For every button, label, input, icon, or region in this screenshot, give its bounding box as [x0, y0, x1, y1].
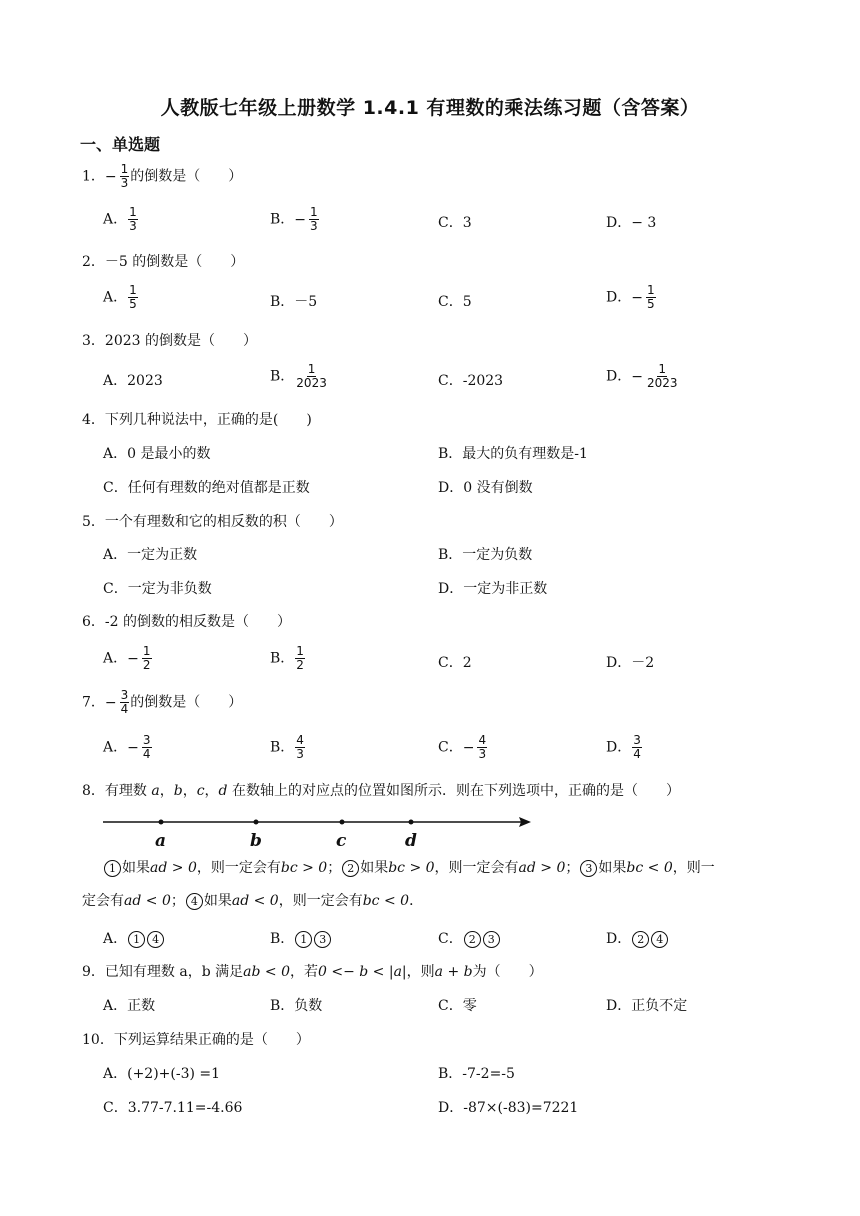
section-heading: 一、单选题	[80, 135, 161, 154]
question-9-option-d: D．正负不定	[606, 998, 688, 1014]
question-2-option-a: A． $\frac{1}{5}$	[103, 283, 137, 311]
question-10-option-c: C．3.77-7.11=-4.66	[103, 1100, 243, 1116]
question-10-option-b: B．-7-2=-5	[438, 1066, 515, 1082]
question-8-option-d: D． 2 4	[606, 928, 669, 948]
question-6-option-c: C．2	[438, 655, 472, 671]
question-5-stem: 5．一个有理数和它的相反数的积（ ）	[82, 514, 343, 530]
question-2-option-d: D．− $\frac{1}{5}$	[606, 283, 655, 311]
question-10-stem: 10．下列运算结果正确的是（ ）	[82, 1032, 310, 1048]
question-3-option-a: A．2023	[103, 373, 163, 389]
question-4-stem: 4．下列几种说法中，正确的是( )	[82, 412, 312, 428]
question-2-stem: 2．－5 的倒数是（ ）	[82, 254, 245, 270]
question-4-option-b: B．最大的负有理数是-1	[438, 446, 588, 462]
question-8-stem: 8．有理数 a，b，c，d 在数轴上的对应点的位置如图所示．则在下列选项中，正确的是（ ）	[82, 783, 680, 799]
point-b-dot	[254, 820, 259, 825]
question-8-option-b: B． 1 3	[270, 928, 332, 948]
question-1-option-d: D．− 3	[606, 215, 657, 231]
document-title: 人教版七年级上册数学 1.4.1 有理数的乘法练习题（含答案）	[160, 97, 700, 119]
question-4-option-d: D．0 没有倒数	[438, 480, 533, 496]
question-5-option-d: D．一定为非正数	[438, 581, 548, 597]
question-7-option-c: C．− $\frac{4}{3}$	[438, 733, 487, 761]
question-8-option-c: C． 2 3	[438, 928, 501, 948]
question-4-option-a: A．0 是最小的数	[103, 446, 211, 462]
question-9-option-a: A．正数	[103, 998, 156, 1014]
point-a-dot	[159, 820, 164, 825]
point-c-dot	[340, 820, 345, 825]
question-6-option-a: A．− $\frac{1}{2}$	[103, 644, 151, 672]
question-4-option-c: C．任何有理数的绝对值都是正数	[103, 480, 310, 496]
question-6-option-b: B． $\frac{1}{2}$	[270, 644, 304, 672]
question-6-stem: 6．-2 的倒数的相反数是（ ）	[82, 614, 291, 630]
question-5-option-b: B．一定为负数	[438, 547, 533, 563]
question-8-statements-line1: 1 如果ad > 0，则一定会有bc > 0； 2 如果bc > 0，则一定会有ad > 0； 3 如果bc < 0，则一	[103, 852, 783, 885]
point-d-dot	[409, 820, 414, 825]
question-1-option-b: B．− $\frac{1}{3}$	[270, 205, 318, 233]
number-line-figure	[103, 810, 533, 852]
question-2-option-c: C．5	[438, 294, 472, 310]
point-b-label: b	[250, 831, 262, 851]
question-9-option-b: B．负数	[270, 998, 323, 1014]
question-1-stem: 1．− $\frac{1}{3}$ 的倒数是（ ）	[82, 162, 243, 190]
question-1-option-a: A． $\frac{1}{3}$	[103, 205, 137, 233]
question-3-option-b: B． $\frac{1}{2023}$	[270, 362, 327, 390]
question-9-stem: 9．已知有理数 a，b 满足ab < 0，若0 <− b < |a|，则a + b为（ ）	[82, 964, 543, 980]
point-c-label: c	[336, 831, 347, 851]
question-2-option-b: B．－5	[270, 294, 318, 310]
question-10-option-a: A．(+2)+(-3) =1	[103, 1066, 221, 1082]
question-3-option-d: D．− $\frac{1}{2023}$	[606, 362, 678, 390]
question-8-option-a: A． 1 4	[103, 928, 165, 948]
question-7-stem: 7．− $\frac{3}{4}$ 的倒数是（ ）	[82, 688, 243, 716]
question-3-option-c: C．-2023	[438, 373, 504, 389]
question-3-stem: 3．2023 的倒数是（ ）	[82, 333, 257, 349]
question-10-option-d: D．-87×(-83)=7221	[438, 1100, 579, 1116]
question-7-option-d: D． $\frac{3}{4}$	[606, 733, 641, 761]
question-7-option-a: A．− $\frac{3}{4}$	[103, 733, 151, 761]
question-6-option-d: D．－2	[606, 655, 655, 671]
question-7-option-b: B． $\frac{4}{3}$	[270, 733, 304, 761]
fraction: $\frac{1}{3}$	[120, 162, 129, 190]
question-1-option-c: C．3	[438, 215, 472, 231]
point-a-label: a	[155, 831, 167, 851]
question-5-option-c: C．一定为非负数	[103, 581, 212, 597]
point-d-label: d	[405, 831, 417, 851]
question-8-statements-line2: 定会有ad < 0； 4 如果ad < 0，则一定会有bc < 0．	[82, 893, 424, 909]
question-5-option-a: A．一定为正数	[103, 547, 198, 563]
question-9-option-c: C．零	[438, 998, 477, 1014]
